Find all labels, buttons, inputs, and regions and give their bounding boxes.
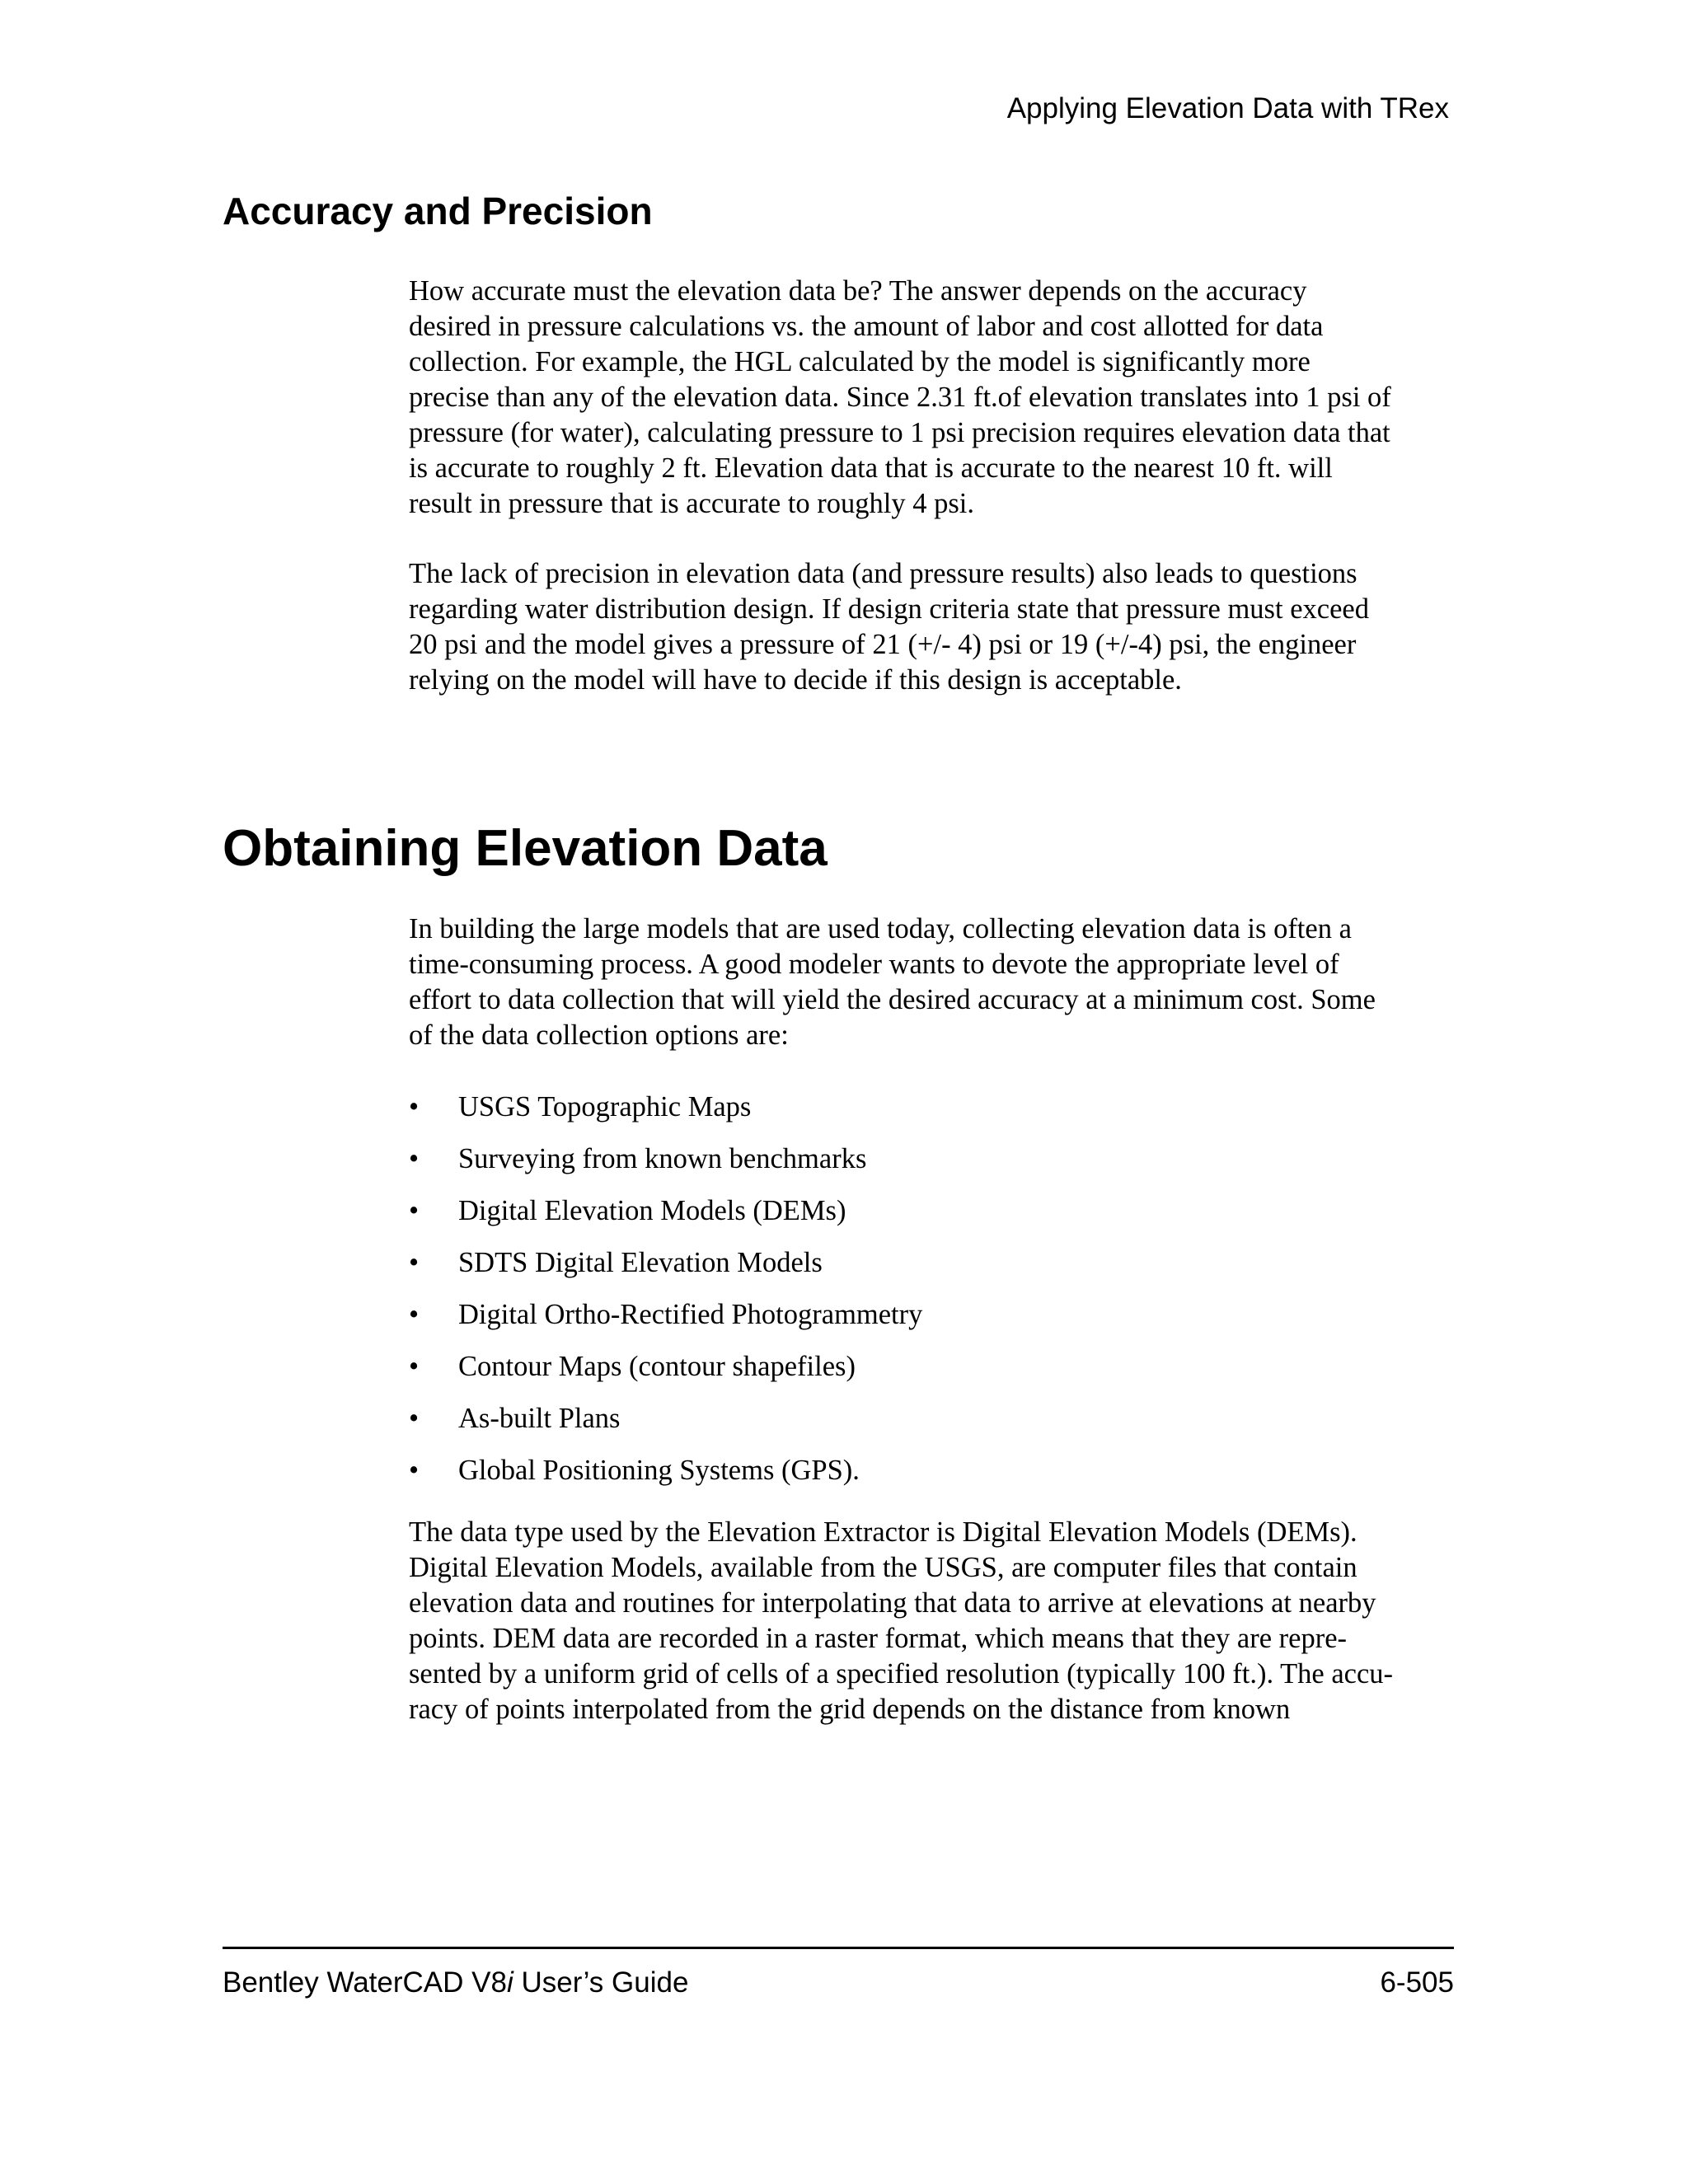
list-item [409, 1297, 922, 1333]
footer-guide-italic: i [506, 1966, 513, 1999]
bullet-icon: • [409, 1299, 420, 1330]
accuracy-paragraph-1 [409, 274, 1456, 522]
text-line: points. DEM data are recorded in a raster format, which means that they are repre- [409, 1623, 1348, 1654]
bullet-icon: • [409, 1195, 420, 1226]
text-line: Digital Elevation Models, available from the USGS, are computer files that contain [409, 1552, 1357, 1583]
bullet-icon: • [409, 1351, 420, 1382]
text-line: result in pressure that is accurate to roughly 4 psi. [409, 488, 974, 519]
text-line: The data type used by the Elevation Extractor is Digital Elevation Models (DEMs). [409, 1516, 1357, 1548]
list-item-label: As-built Plans [458, 1403, 621, 1434]
list-item-label: SDTS Digital Elevation Models [458, 1247, 823, 1278]
text-line: relying on the model will have to decide if this design is acceptable. [409, 664, 1182, 696]
list-item [409, 1090, 922, 1125]
bullet-icon: • [409, 1247, 420, 1278]
accuracy-paragraph-2 [409, 556, 1456, 698]
obtaining-intro-paragraph [409, 912, 1456, 1053]
footer-rule [223, 1947, 1454, 1949]
list-item-label: Digital Ortho-Rectified Photogrammetry [458, 1299, 923, 1330]
running-header: Applying Elevation Data with TRex [1006, 92, 1449, 124]
data-collection-options-list [409, 1090, 922, 1505]
list-item [409, 1245, 922, 1281]
list-item [409, 1453, 922, 1488]
list-item-label: Global Positioning Systems (GPS). [458, 1455, 860, 1486]
text-line: The lack of precision in elevation data (and pressure results) also leads to questions [409, 558, 1357, 589]
text-line: sented by a uniform grid of cells of a specified resolution (typically 100 ft.). The accu- [409, 1658, 1394, 1690]
obtaining-closing-paragraph [409, 1515, 1456, 1727]
footer-guide-title [223, 1965, 688, 2001]
list-item-label: Contour Maps (contour shapefiles) [458, 1351, 856, 1382]
chapter-heading-obtaining-elevation-data: Obtaining Elevation Data [223, 820, 828, 877]
list-item [409, 1193, 922, 1229]
list-item [409, 1401, 922, 1436]
bullet-icon: • [409, 1403, 420, 1434]
text-line: How accurate must the elevation data be? The answer depends on the accuracy [409, 275, 1307, 307]
text-line: effort to data collection that will yield the desired accuracy at a minimum cost. Some [409, 984, 1376, 1015]
text-line: 20 psi and the model gives a pressure of 21 (+/- 4) psi or 19 (+/-4) psi, the engineer [409, 629, 1357, 660]
list-item [409, 1141, 922, 1177]
list-item-label: USGS Topographic Maps [458, 1091, 752, 1122]
text-line: desired in pressure calculations vs. the amount of labor and cost allotted for data [409, 311, 1324, 342]
text-line: time-consuming process. A good modeler wants to devote the appropriate level of [409, 949, 1339, 980]
text-line: precise than any of the elevation data. Since 2.31 ft.of elevation translates into 1 psi of [409, 382, 1391, 413]
text-line: pressure (for water), calculating pressure to 1 psi precision requires elevation data that [409, 417, 1390, 448]
section-heading-accuracy-precision: Accuracy and Precision [223, 190, 653, 232]
bullet-icon: • [409, 1091, 420, 1122]
footer-page-number: 6-505 [1380, 1966, 1454, 1999]
footer-guide-prefix: Bentley WaterCAD V8 [223, 1966, 507, 1999]
text-line: collection. For example, the HGL calculated by the model is significantly more [409, 346, 1311, 377]
list-item-label: Surveying from known benchmarks [458, 1143, 867, 1174]
list-item-label: Digital Elevation Models (DEMs) [458, 1195, 846, 1226]
footer-guide-suffix: User’s Guide [513, 1966, 689, 1999]
text-line: is accurate to roughly 2 ft. Elevation data that is accurate to the nearest 10 ft. will [409, 452, 1333, 484]
text-line: elevation data and routines for interpolating that data to arrive at elevations at nearby [409, 1587, 1376, 1619]
text-line: In building the large models that are used today, collecting elevation data is often a [409, 913, 1352, 944]
list-item [409, 1349, 922, 1385]
text-line: regarding water distribution design. If design criteria state that pressure must exceed [409, 593, 1369, 625]
bullet-icon: • [409, 1455, 420, 1486]
text-line: of the data collection options are: [409, 1019, 789, 1051]
text-line: racy of points interpolated from the grid depends on the distance from known [409, 1694, 1291, 1725]
bullet-icon: • [409, 1143, 420, 1174]
